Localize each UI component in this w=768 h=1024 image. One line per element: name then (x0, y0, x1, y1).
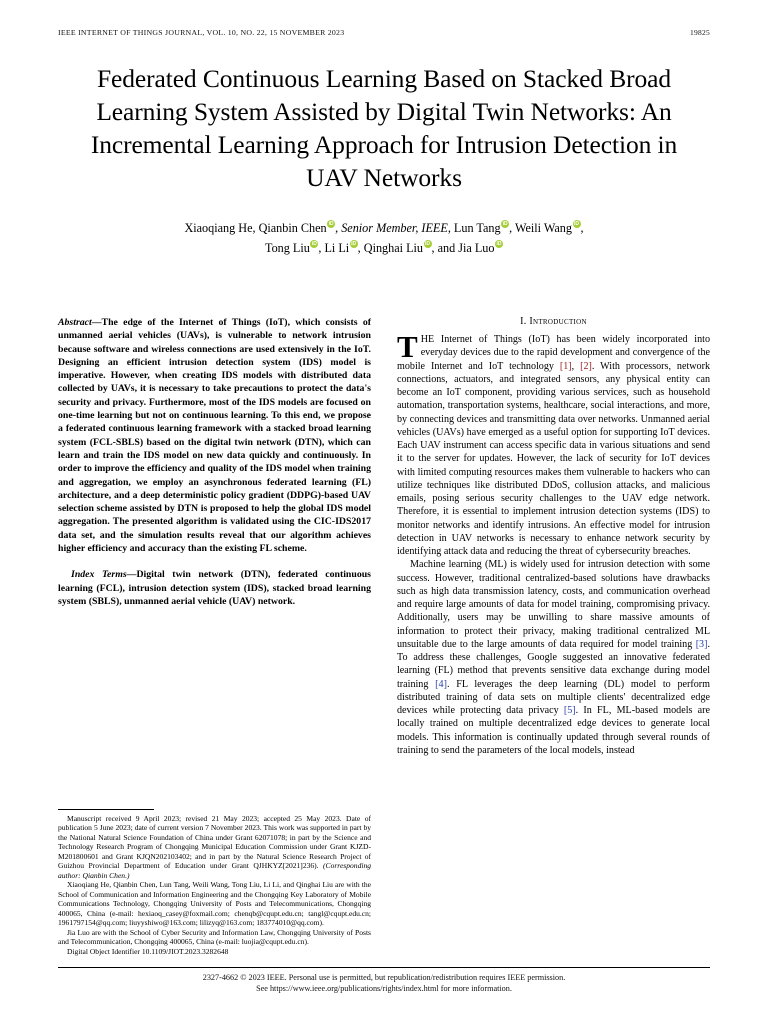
author-names-part-3: , Weili Wang (509, 221, 572, 235)
section-number: I. (520, 316, 527, 327)
intro-paragraph-1 (397, 329, 710, 558)
section-title: Introduction (529, 316, 587, 327)
index-terms-label: Index Terms (71, 569, 127, 581)
journal-reference: IEEE INTERNET OF THINGS JOURNAL, VOL. 10, NO. 22, 15 NOVEMBER 2023 (58, 28, 345, 37)
abstract-dash: — (91, 317, 102, 328)
affiliation-primary: Xiaoqiang He, Qianbin Chen, Lun Tang, Weili Wang, Tong Liu, Li Li, and Qinghai Liu are with the School of Communication and Information Engineering and the Chongqing Key Laboratory of Mobile Communications Technology, Chongqing University of Posts and Telecommunications, Chongqing 400065, China (e-mail: hexiaoq_casey@foxmail.com; chenqb@cqupt.edu.cn; tangl@cqupt.edu.cn; 1961797154@qq.com; liuyyshiwo@163.com; lilizyq@163.com; 183774010@qq.com). (58, 880, 371, 927)
doi-line: Digital Object Identifier 10.1109/JIOT.2023.3282648 (67, 946, 229, 956)
body-columns (58, 316, 710, 956)
manuscript-history-text: Manuscript received 9 April 2023; revised 21 May 2023; accepted 25 May 2023. Date of publication 5 June 2023; date of current version 7 November 2023. This work was supported in part by the National Natural Science Foundation of China under Grant 62071078; in part by the Science and Technology Research Program of Chongqing Municipal Education Commission under Grant KJZD-M201800601 and Grant KJQN202103402; and in part by the Natural Science Research Project of Guizhou Provincial Department of Education under Grant QJHKYZ[2021]236). (58, 813, 371, 870)
index-terms-body: Digital twin network (DTN), federated continuous learning (FCL), intrusion detection system (IDS), stacked broad learning system (SBLS), unmanned aerial vehicle (UAV) network. (58, 569, 371, 607)
footer-divider (58, 967, 710, 968)
index-terms-dash: — (126, 569, 137, 581)
manuscript-history (58, 814, 371, 881)
author-names-part-6: , Qinghai Liu (357, 241, 424, 255)
corresponding-author: (Corresponding author: Qianbin Chen.) (58, 861, 371, 880)
author-membership: Senior Member, IEEE (341, 221, 448, 235)
citation-ref-3[interactable]: [3] (695, 638, 708, 650)
orcid-id-icon[interactable] (327, 220, 335, 228)
author-names-part-5: , Li Li (318, 241, 350, 255)
citation-ref-4[interactable]: [4] (435, 678, 447, 690)
citation-separator: , (571, 360, 581, 372)
rights-url-line: See https://www.ieee.org/publications/rights/index.html for more information. (256, 984, 512, 993)
orcid-id-icon[interactable] (424, 240, 432, 248)
drop-cap-letter: T (397, 329, 418, 364)
orcid-id-icon[interactable] (573, 220, 581, 228)
abstract-label: Abstract (58, 317, 92, 328)
intro-p2-text-a: Machine learning (ML) is widely used for intrusion detection with some success. However, traditional centralized-based solutions have drawbacks such as high data transmission latency, costs, and communication overhead and require large amounts of data for model training, compromising privacy. Additionally, users may be unwilling to share massive amounts of information to protect their privacy, making traditional centralized ML unsuitable due to the large amounts of data required for model training (397, 559, 710, 650)
citation-ref-1[interactable]: [1] (559, 360, 572, 372)
orcid-id-icon[interactable] (495, 240, 503, 248)
author-sep-1: , (335, 221, 342, 235)
author-list (70, 218, 698, 258)
intro-paragraph-2 (397, 558, 710, 757)
title-block (62, 62, 706, 194)
footnote-block (58, 809, 371, 957)
running-head (58, 28, 710, 37)
author-line-1: Xiaoqiang He, Qianbin Chen iD , Senior Member, IEEE, Lun Tang iD , Weili Wang iD , (70, 218, 698, 238)
author-names-part-2: , Lun Tang (447, 221, 501, 235)
index-terms-paragraph (58, 568, 371, 608)
intro-p1-text: HE Internet of Things (IoT) has been widely incorporated into everyday devices due to the rapid development and convergence of the mobile Internet and IoT technology (397, 334, 710, 372)
column-right (397, 316, 710, 956)
author-names-part-1: Xiaoqiang He, Qianbin Chen (184, 221, 327, 235)
citation-ref-5[interactable]: [5] (563, 705, 576, 716)
orcid-id-icon[interactable] (350, 240, 358, 248)
intro-p2-text-d: . In FL, ML-based models are locally trained on multiple decentralized edge devices to generate local models. This information is continually updated through several rounds of training to send the parameters of the local models, instead (397, 705, 710, 756)
citation-ref-2[interactable]: [2] (580, 360, 592, 372)
paper-title: Federated Continuous Learning Based on Stacked Broad Learning System Assisted by Digital Twin Networks: An Incremental Learning Approach for Intrusion Detection in UAV Networks (90, 64, 678, 192)
author-names-part-4: Tong Liu (265, 241, 310, 255)
page-footer (58, 967, 710, 994)
footnote-divider (58, 809, 154, 810)
affiliation-secondary: Jia Luo are with the School of Cyber Security and Information Law, Chongqing University of Posts and Telecommunication, Chongqing 400065, China (e-mail: luojia@cqupt.edu.cn). (58, 927, 371, 946)
abstract-paragraph (58, 316, 371, 555)
orcid-id-icon[interactable] (501, 220, 509, 228)
author-line-2 (70, 238, 698, 258)
section-heading-introduction (397, 316, 710, 327)
author-names-part-7: , and Jia Luo (431, 241, 495, 255)
copyright-line: 2327-4662 © 2023 IEEE. Personal use is permitted, but republication/redistribution requires IEEE permission. (202, 973, 566, 982)
abstract-body: The edge of the Internet of Things (IoT), which consists of unmanned aerial vehicles (UAVs), is vulnerable to network intrusion because software and wireless connections are used extensively in the IoT. Designing an efficient intrusion detection system (IDS) model is imperative. However, when creating IDS models with distributed data collected by UAVs, it is necessary to take precautions to protect the data's security and privacy. Furthermore, most of the IDS models are focused on one-time learning but not on continuous learning. To this end, we propose a federated continuous learning framework with a stacked broad learning system (FCL-SBLS) based on the digital twin network (DTN), which can learn and train the IDS model on new data quickly and continuously. In order to improve the efficiency and quality of the IDS model when training and aggregation, we employ an asynchronous federated learning (FL) architecture, and a deep deterministic policy gradient (DDPG)-based UAV selection scheme assisted by DTN is proposed to help the global IDS model aggregation. The presented algorithm is validated using the CIC-IDS2017 data set, and the simulation results reveal that our algorithm achieves higher efficiency and accuracy than the existing FL scheme. (58, 317, 371, 555)
intro-p2-text-b: . To address these challenges, Google suggested an innovative federated learning (FL) method that prevents sensitive data exchange during model training (397, 638, 710, 690)
orcid-id-icon[interactable] (310, 240, 318, 248)
intro-p2-text-c: . FL leverages the deep learning (DL) model to perform distributed training of data sets on multiple clients' decentralized edge devices while protecting data privacy (397, 678, 710, 716)
page-number: 19825 (690, 28, 710, 37)
intro-p1-tail: . With processors, network connections, actuators, and integrated sensors, any physical entity can become an IoT component, providing various services, such as household automation, transportation systems, healthcare, social interactions, and more, by connecting devices and transmitting data over networks. Unmanned aerial vehicles (UAVs) have emerged as a useful option for supporting IoT devices. Each UAV instrument can access specific data in various situations and send it to the server for updates. However, the lack of security for IoT devices with limited computing resources makes them vulnerable to hackers who can utilize techniques like distributed DDoS, collusion attacks, and malicious emails, posing serious security challenges to the UAV edge network. Therefore, it is essential to implement intrusion detection systems (IDS) to monitor networks and identify intrusions. An effective model for intrusion detection in UAV networks is necessary to enhance network security by identifying attack data and reducing the threat of cybersecurity breaches. (397, 360, 710, 557)
column-left (58, 316, 371, 956)
